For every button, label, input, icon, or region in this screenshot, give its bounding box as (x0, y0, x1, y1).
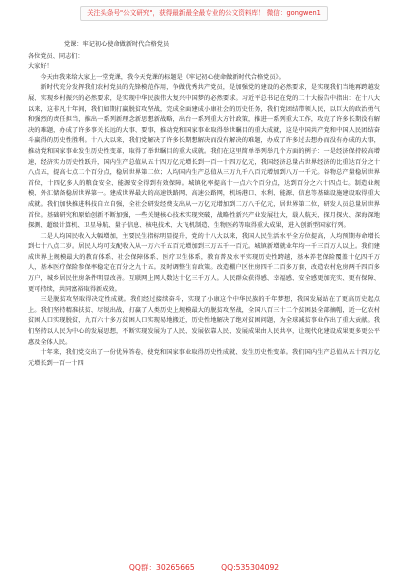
paragraph: 二是人均国民收入大幅增加，主要民生指标明显提升，党的十八大以来，我国人民生活水平全方位提高，人均预期寿命增长到七十八点二岁。居民人均可支配收入从一万六千五百元增加到三万五千一百元。城镇新增就业年均一千三百万人以上。我们建成世界上规模最大的教育体系、社会保障体系、医疗卫生体系，教育普及水平实现历史性跨越，基本养老保险覆盖十亿四千万人，基本医疗保险参保率稳定在百分之九十五。及时调整生育政策。改造棚户区住房四千二百多万套，改造农村危房两千四百多万户，城乡居民住房条件明显改善。互联网上网人数达十亿三千万人。人民群众获得感、幸福感、安全感更加充实、更有保障、更可持续，共同富裕取得新成效。 (28, 232, 380, 293)
qq-text: QQ:535304092 (221, 563, 280, 572)
paragraph-last-line: 十年来，我们党交出了一份优异答卷，使党和国家事业取得历史性成就、发生历史性变革。我们国内生产总值从五十四万亿元增长到一百一十四 (28, 349, 380, 367)
promo-banner-text: 关注头条号"公文研究"，获得最新最全最专业的公文资料库！ 微信：gongwen1 (80, 6, 328, 21)
salutation-line: 大家好！ (28, 63, 53, 71)
paragraph: 新时代充分发挥我们农村党员的先锋模范作用，争做优秀共产党员，是加强党的建设的必然要求，是实现我们当地再跨越发展、实现乡村振兴的必然要求，是实现中华民族伟大复兴中国梦的必然要求。习近平总书记在党的二十大报告中指出：在十八大以来，这非凡十年间，我们如期打赢脱贫攻坚战，完成全面建成小康社会的历史任务，我们党团结带领人民，以巨大的政治勇气和强烈的责任担当，推出一系列新理念新思想新战略，出台一系列重大方针政策，推进一系列重大工作，攻克了许多长期没有解决的难题，办成了许多事关长远的大事、要事，推动党和国家事业取得举世瞩目的重大成就，这是中国共产党和中国人民团结奋斗赢得的历史性胜利。十八大以来，我们党解决了许多长期想解决而没有解决的难题，办成了许多过去想办而没有办成的大事，推动党和国家事业发生历史性变革，取得了举世瞩目的重大成就。我们在这里简单举列举几个方面的例子：一是经济保持较高增速，经济实力历史性跃升，国内生产总值从五十四万亿元增长到一百一十四万亿元，我国经济总量占世界经济的比重达百分之十八点五，提高七点二个百分点，稳居世界第二位；人均国内生产总值从三万九千八百元增加到八万一千元。谷物总产量稳居世界首位，十四亿多人的粮食安全、能源安全得到有效保障。城镇化率提高十一点六个百分点，达到百分之六十四点七。制造业规模、外汇储备稳居世界第一。建成世界最大的高速铁路网、高速公路网，机场港口、水利、能源、信息等基础设施建设取得重大成就。我们加快推进科技自立自强，全社会研发经费支出从一万亿元增加到二万八千亿元，居世界第二位，研发人员总量居世界首位。基础研究和原始创新不断加强，一些关键核心技术实现突破，战略性新兴产业发展壮大，载人航天、探月探火、深海深地探测、超级计算机、卫星导航、量子信息、核电技术、大飞机制造、生物医药等取得重大成果，进入创新型国家行列。 (28, 84, 380, 230)
top-banner (0, 0, 408, 26)
paragraph: 三是脱贫攻坚取得决定性成就。我们经过接续奋斗，实现了小康这个中华民族的千年梦想，我国发展站在了更高历史起点上。我们坚持精准扶贫、尽锐出战，打赢了人类历史上规模最大的脱贫攻坚战，全国八百三十二个贫困县全部摘帽，近一亿农村贫困人口实现脱贫，九百六十多万贫困人口实现易地搬迁，历史性地解决了绝对贫困问题，为全球减贫事业作出了重大贡献。我们坚持以人民为中心的发展思想，不断实现发展为了人民、发展依靠人民、发展成果由人民共享，让现代化建设成果更多更公平惠及全体人民。 (28, 296, 380, 346)
document-body (28, 40, 380, 369)
greeting-line: 各位党员、同志们： (28, 52, 84, 60)
document-title: 党课：牢记初心使命做新时代合格党员 (64, 41, 170, 48)
paragraph: 今天由我来给大家上一堂党课，我今天党课的标题是《牢记初心使命做新时代合格党员》。 (40, 73, 285, 81)
qq-group-text: QQ群：30265665 (128, 563, 195, 572)
footer-contact (0, 562, 408, 574)
